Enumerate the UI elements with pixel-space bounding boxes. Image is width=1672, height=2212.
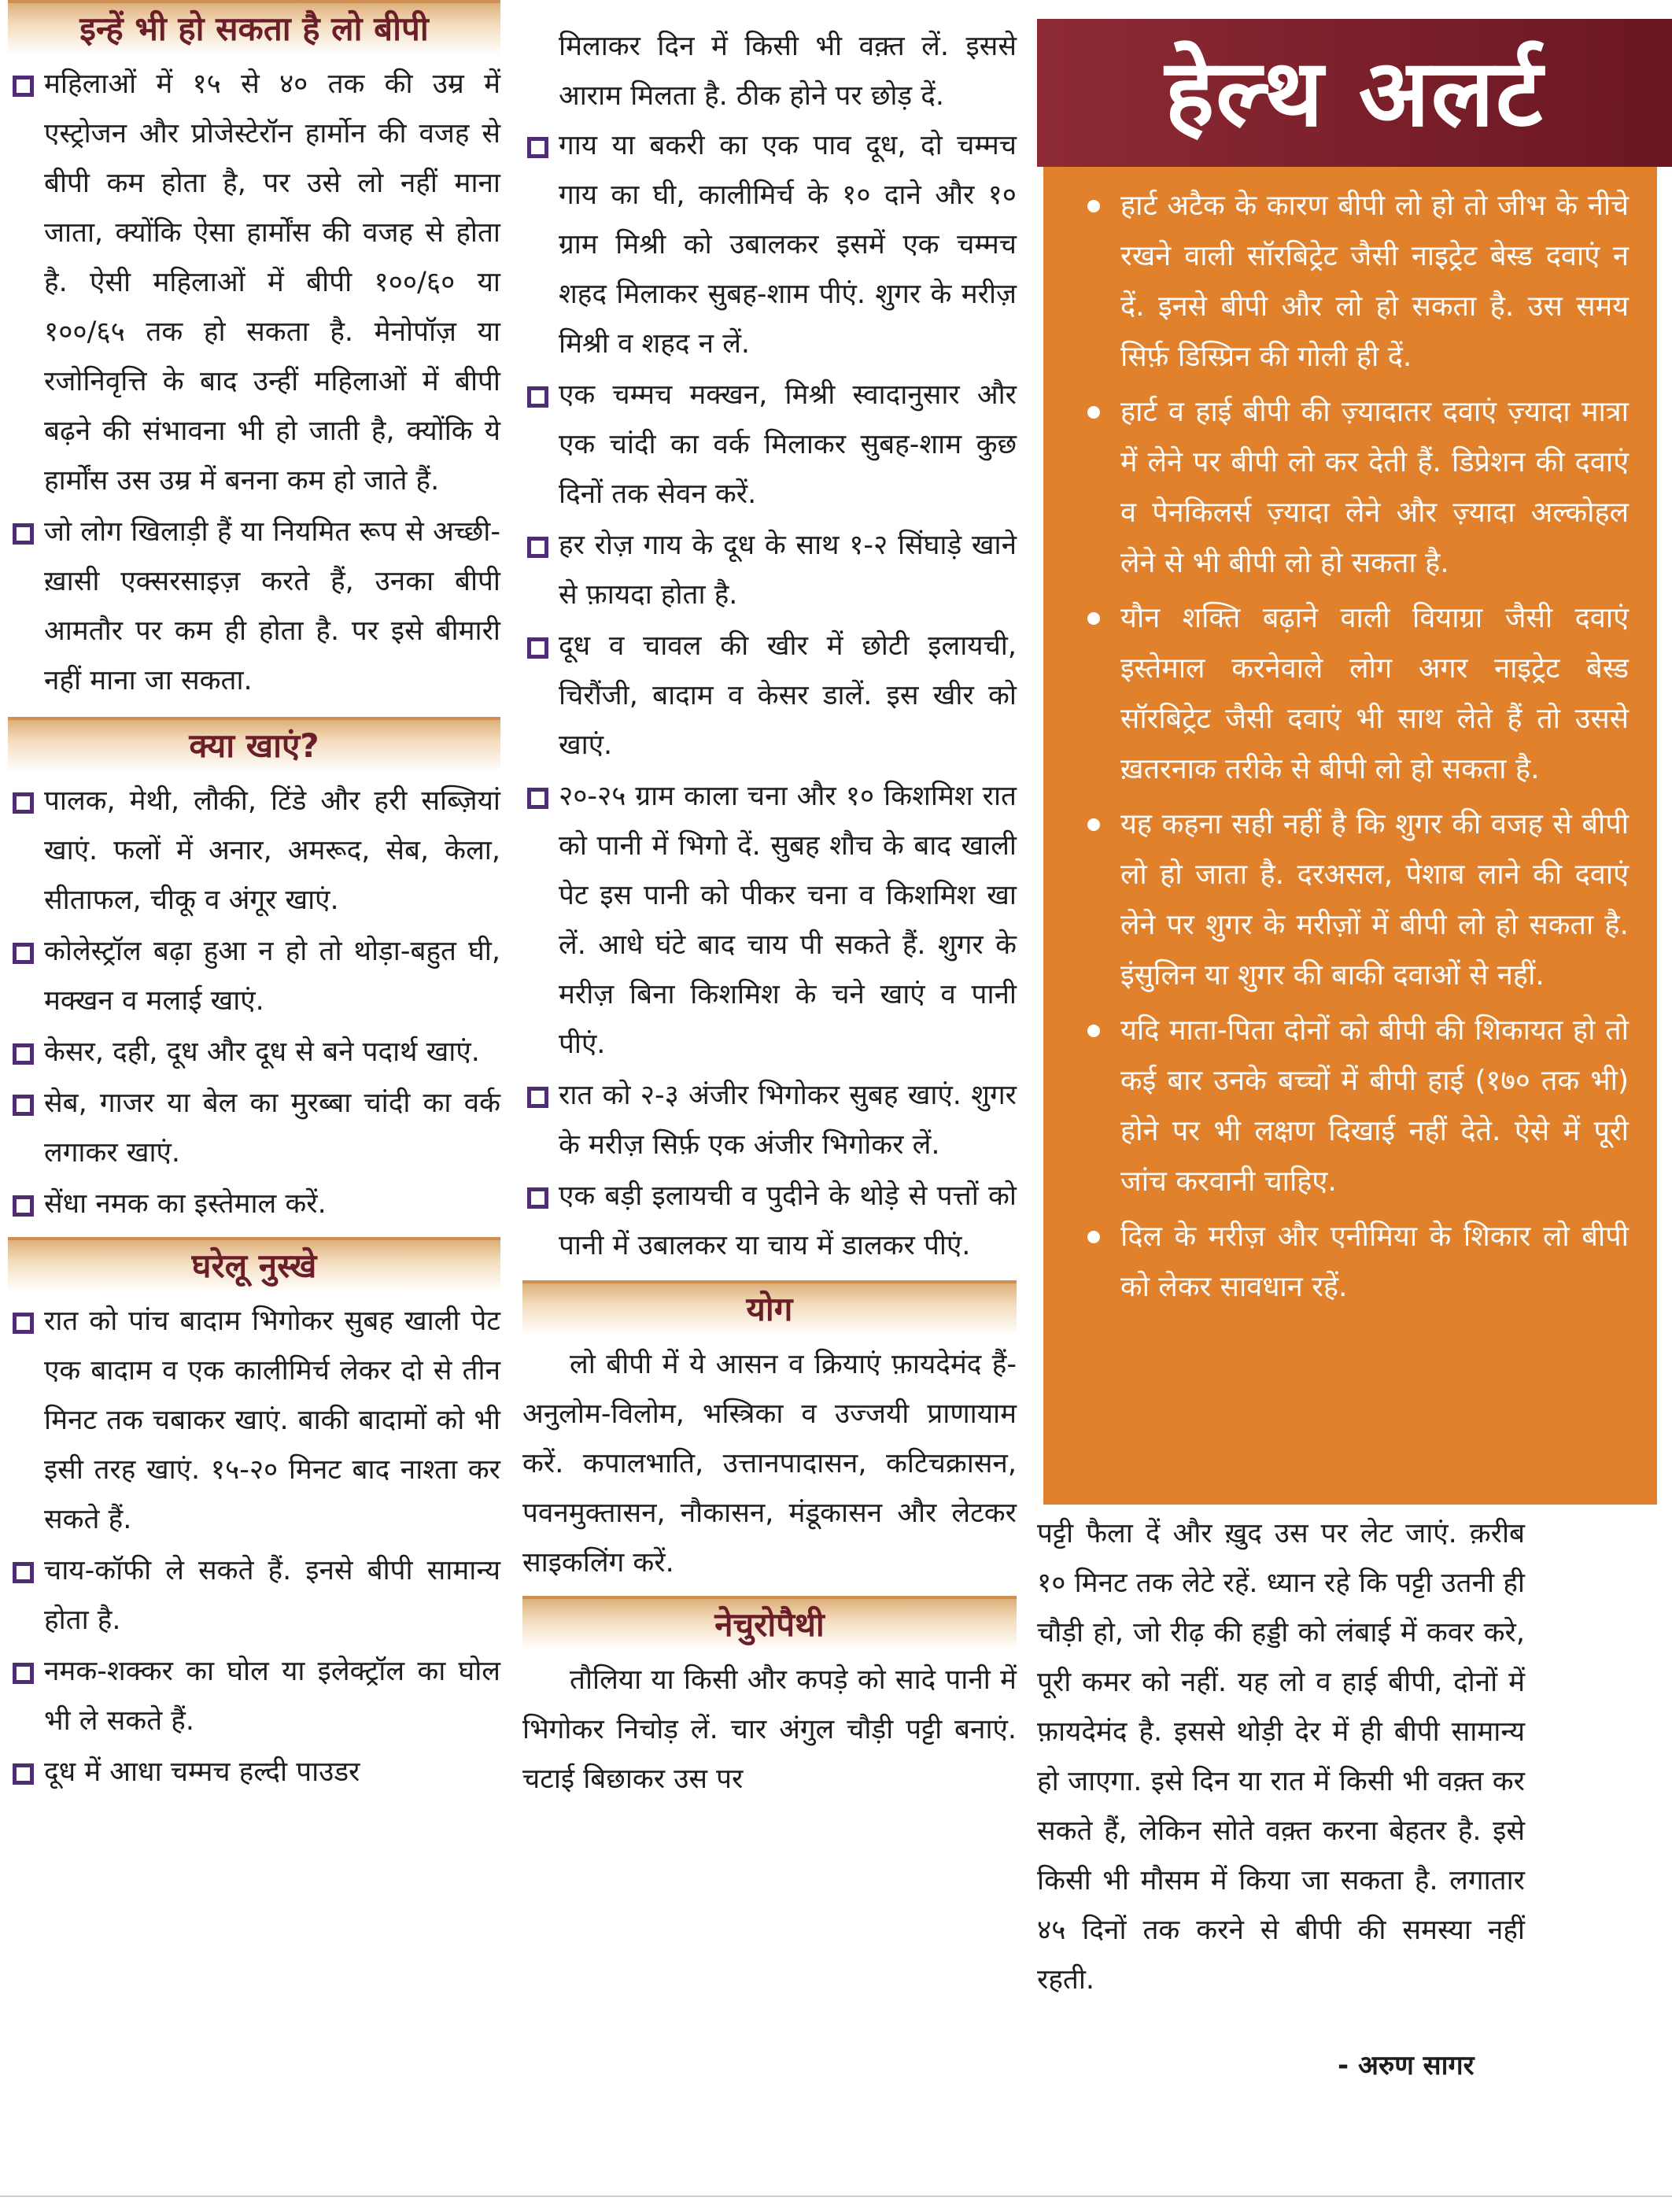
alert-item: यदि माता-पिता दोनों को बीपी की शिकायत हो तो कई बार उनके बच्चों में बीपी हाई (१७० तक भी) होने पर भी लक्षण दिखाई नहीं देते. ऐसे में पूरी जांच करवानी चाहिए.: [1083, 1006, 1629, 1207]
dot-bullet-icon: [1087, 200, 1100, 212]
list-item: महिलाओं में १५ से ४० तक की उम्र में एस्ट्रोजन और प्रोजेस्टेरॉन हार्मोन की वजह से बीपी कम होता है, पर उसे लो नहीं माना जाता, क्योंकि ऐसा हार्मोंस की वजह से होता है. ऐसी महिलाओं में बीपी १००/६० या १००/६५ तक हो सकता है. मेनोपॉज़ या रजोनिवृत्ति के बाद उन्हीं महिलाओं में बीपी बढ़ने की संभावना भी हो जाती है, क्योंकि ये हार्मोंस उस उम्र में बनना कम हो जाते हैं.: [8, 60, 500, 506]
list-item: दूध में आधा चम्मच हल्दी पाउडर: [8, 1748, 500, 1797]
list-item: २०-२५ ग्राम काला चना और १० किशमिश रात को पानी में भिगो दें. सुबह शौच के बाद खाली पेट इस पानी को पीकर चना व किशमिश खा लें. आधे घंटे बाद चाय पी सकते हैं. शुगर के मरीज़ बिना किशमिश के चने खाएं व पानी पीएं.: [522, 772, 1017, 1069]
column-2: [522, 0, 1017, 1804]
square-bullet-icon: [13, 1763, 34, 1785]
square-bullet-icon: [13, 943, 34, 964]
section-heading-what-to-eat: क्या खाएं?: [8, 717, 500, 772]
dot-bullet-icon: [1087, 612, 1100, 625]
square-bullet-icon: [527, 1187, 548, 1209]
alert-item: यह कहना सही नहीं है कि शुगर की वजह से बीपी लो हो जाता है. दरअसल, पेशाब लाने की दवाएं लेने पर शुगर के मरीज़ों में बीपी लो हो सकता है. इंसुलिन या शुगर की बाकी दवाओं से नहीं.: [1083, 799, 1629, 1001]
square-bullet-icon: [13, 1195, 34, 1217]
dot-bullet-icon: [1087, 1231, 1100, 1243]
list-item: पालक, मेथी, लौकी, टिंडे और हरी सब्ज़ियां खाएं. फलों में अनार, अमरूद, सेब, केला, सीताफल, चीकू व अंगूर खाएं.: [8, 777, 500, 925]
list-item: नमक-शक्कर का घोल या इलेक्ट्रॉल का घोल भी ले सकते हैं.: [8, 1647, 500, 1746]
square-bullet-icon: [527, 788, 548, 809]
dot-bullet-icon: [1087, 406, 1100, 419]
list-item: सेब, गाजर या बेल का मुरब्बा चांदी का वर्क लगाकर खाएं.: [8, 1079, 500, 1178]
alert-item: यौन शक्ति बढ़ाने वाली वियाग्रा जैसी दवाएं इस्तेमाल करनेवाले लोग अगर नाइट्रेट बेस्ड सॉरबिट्रेट जैसी दवाएं भी साथ लेते हैं तो उससे ख़तरनाक तरीके से बीपी लो हो सकता है.: [1083, 593, 1629, 795]
square-bullet-icon: [527, 386, 548, 408]
square-bullet-icon: [13, 1043, 34, 1065]
square-bullet-icon: [13, 1562, 34, 1583]
dot-bullet-icon: [1087, 1025, 1100, 1037]
square-bullet-icon: [13, 1663, 34, 1684]
list-item: जो लोग खिलाड़ी हैं या नियमित रूप से अच्छी-ख़ासी एक्सरसाइज़ करते हैं, उनका बीपी आमतौर पर कम ही होता है. पर इसे बीमारी नहीं माना जा सकता.: [8, 508, 500, 706]
alert-item: दिल के मरीज़ और एनीमिया के शिकार लो बीपी को लेकर सावधान रहें.: [1083, 1212, 1629, 1313]
author-byline: - अरुण सागर: [1338, 2050, 1475, 2081]
health-alert-box: [1043, 167, 1657, 1505]
square-bullet-icon: [13, 1313, 34, 1334]
alert-item: हार्ट व हाई बीपी की ज़्यादातर दवाएं ज़्यादा मात्रा में लेने पर बीपी लो कर देती हैं. डिप्रेशन की दवाएं व पेनकिलर्स ज़्यादा लेने और ज़्यादा अल्कोहल लेने से भी बीपी लो हो सकता है.: [1083, 387, 1629, 589]
section-heading-yoga: योग: [522, 1280, 1017, 1335]
divider: [0, 2195, 1672, 2197]
section-heading-low-bp-causes: इन्हें भी हो सकता है लो बीपी: [8, 0, 500, 55]
list-item: एक चम्मच मक्खन, मिश्री स्वादानुसार और एक चांदी का वर्क मिलाकर सुबह-शाम कुछ दिनों तक सेवन करें.: [522, 371, 1017, 519]
continued-text: पट्टी फैला दें और ख़ुद उस पर लेट जाएं. क़रीब १० मिनट तक लेटे रहें. ध्यान रहे कि पट्टी उतनी ही चौड़ी हो, जो रीढ़ की हड्डी को लंबाई में कवर करे, पूरी कमर को नहीं. यह लो व हाई बीपी, दोनों में फ़ायदेमंद है. इससे थोड़ी देर में ही बीपी सामान्य हो जाएगा. इसे दिन या रात में किसी भी वक़्त कर सकते हैं, लेकिन सोते वक़्त करना बेहतर है. इसे किसी भी मौसम में किया जा सकता है. लगातार ४५ दिनों तक करने से बीपी की समस्या नहीं रहती.: [1037, 1518, 1525, 1996]
column-3-text: [1037, 1509, 1525, 2005]
health-alert-title: हेल्थ अलर्ट: [1037, 19, 1672, 167]
dot-bullet-icon: [1087, 818, 1100, 831]
alert-item: हार्ट अटैक के कारण बीपी लो हो तो जीभ के नीचे रखने वाली सॉरबिट्रेट जैसी नाइट्रेट बेस्ड दवाएं न दें. इनसे बीपी और लो हो सकता है. उस समय सिर्फ़ डिस्प्रिन की गोली ही दें.: [1083, 181, 1629, 382]
list-item: गाय या बकरी का एक पाव दूध, दो चम्मच गाय का घी, कालीमिर्च के १० दाने और १० ग्राम मिश्री को उबालकर इसमें एक चम्मच शहद मिलाकर सुबह-शाम पीएं. शुगर के मरीज़ मिश्री व शहद न लें.: [522, 121, 1017, 369]
square-bullet-icon: [527, 637, 548, 659]
naturopathy-paragraph: तौलिया या किसी और कपड़े को सादे पानी में भिगोकर निचोड़ लें. चार अंगुल चौड़ी पट्टी बनाएं. चटाई बिछाकर उस पर: [522, 1664, 1017, 1795]
list-item: कोलेस्ट्रॉल बढ़ा हुआ न हो तो थोड़ा-बहुत घी, मक्खन व मलाई खाएं.: [8, 927, 500, 1026]
list-item: रात को पांच बादाम भिगोकर सुबह खाली पेट एक बादाम व एक कालीमिर्च लेकर दो से तीन मिनट तक चबाकर खाएं. बाकी बादामों को भी इसी तरह खाएं. १५-२० मिनट बाद नाश्ता कर सकते हैं.: [8, 1297, 500, 1545]
square-bullet-icon: [527, 137, 548, 158]
list-item: रात को २-३ अंजीर भिगोकर सुबह खाएं. शुगर के मरीज़ सिर्फ़ एक अंजीर भिगोकर लें.: [522, 1071, 1017, 1170]
section-heading-home-remedies: घरेलू नुस्खे: [8, 1237, 500, 1292]
square-bullet-icon: [13, 523, 34, 545]
square-bullet-icon: [527, 1087, 548, 1108]
list-item: केसर, दही, दूध और दूध से बने पदार्थ खाएं.: [8, 1028, 500, 1077]
list-item: हर रोज़ गाय के दूध के साथ १-२ सिंघाड़े खाने से फ़ायदा होता है.: [522, 521, 1017, 620]
continued-text: मिलाकर दिन में किसी भी वक़्त लें. इससे आराम मिलता है. ठीक होने पर छोड़ दें.: [559, 31, 1017, 112]
list-item: सेंधा नमक का इस्तेमाल करें.: [8, 1180, 500, 1229]
square-bullet-icon: [13, 792, 34, 814]
column-1: [8, 0, 500, 1799]
yoga-paragraph: लो बीपी में ये आसन व क्रियाएं फ़ायदेमंद हैं- अनुलोम-विलोम, भस्त्रिका व उज्जयी प्राणायाम करें. कपालभाति, उत्तानपादासन, कटिचक्रासन, पवनमुक्तासन, नौकासन, मंडूकासन और लेटकर साइकलिंग करें.: [522, 1349, 1017, 1579]
list-item: चाय-कॉफी ले सकते हैं. इनसे बीपी सामान्य होता है.: [8, 1546, 500, 1645]
list-item: एक बड़ी इलायची व पुदीने के थोड़े से पत्तों को पानी में उबालकर या चाय में डालकर पीएं.: [522, 1172, 1017, 1271]
list-item: दूध व चावल की खीर में छोटी इलायची, चिरौंजी, बादाम व केसर डालें. इस खीर को खाएं.: [522, 622, 1017, 770]
square-bullet-icon: [13, 1095, 34, 1116]
square-bullet-icon: [13, 76, 34, 97]
section-heading-naturopathy: नेचुरोपैथी: [522, 1596, 1017, 1651]
square-bullet-icon: [527, 537, 548, 558]
